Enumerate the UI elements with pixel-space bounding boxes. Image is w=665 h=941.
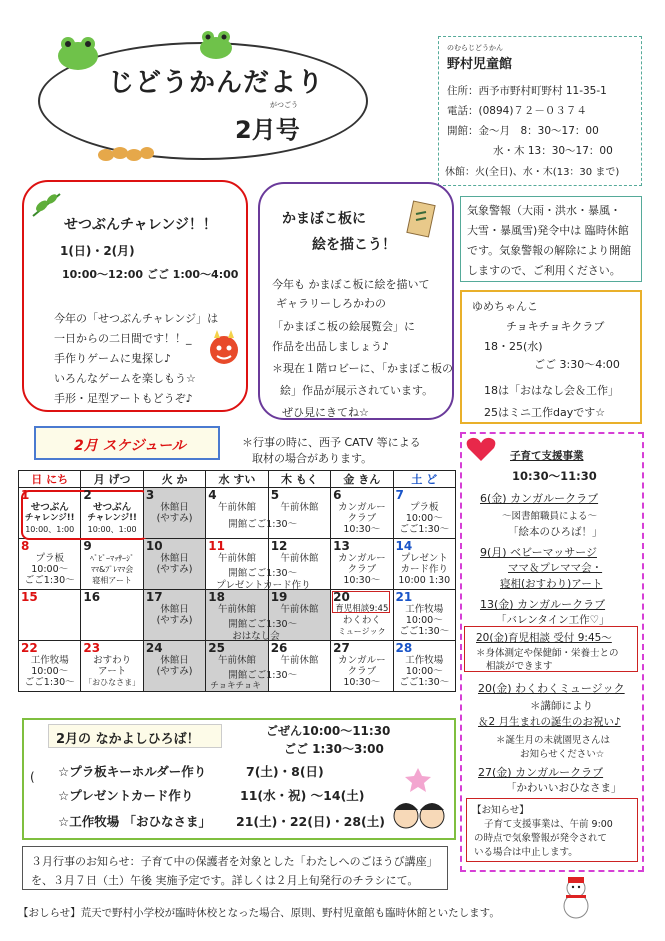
calendar-day: 23 おすわり アート 「おひなさま」 — [81, 641, 143, 692]
challenge-title: せつぶんチャレンジ！！ — [64, 217, 217, 233]
day-header-mon: 月 げつ — [81, 471, 143, 488]
kamaboko-text: ぜひ見にきてね☆ — [282, 406, 369, 419]
calendar-day: 19 午前休館 — [268, 590, 330, 641]
support-text: ～図書館職員による～ — [502, 511, 598, 522]
nakayoshi-title: 2月の なかよしひろば！ — [56, 732, 200, 747]
calendar-day: 1 せつぶん チャレンジ!! 10:00、1:00 — [19, 488, 81, 539]
calendar-day: 13 カンガルー クラブ 10:30～ — [331, 539, 393, 590]
facility-hours: 開館：金～月 8：30～17：00 — [447, 125, 599, 137]
support-text: ＆2 月生まれの誕生のお祝い♪ — [478, 716, 621, 728]
calendar-day: 17 休館日 (やすみ) — [143, 590, 205, 641]
kamaboko-title: かまぼこ板に — [282, 211, 366, 227]
leaf-icon — [30, 190, 64, 220]
facility-hours-2: 水・木 13：30～17：00 — [493, 145, 613, 157]
facility-name: 野村児童館 — [447, 57, 513, 72]
weather-text: 気象警報（大雨・洪水・暴風・ — [467, 204, 621, 217]
challenge-text: 手作りゲームに鬼探し♪ — [54, 352, 172, 365]
calendar-day: 27 カンガルー クラブ 10:30～ — [331, 641, 393, 692]
support-text: 相談ができます — [486, 661, 553, 672]
nakayoshi-item: ☆プレゼントカード作り — [58, 788, 194, 803]
schedule-heading — [34, 426, 220, 460]
support-notice-text: 子育て支援事業は、午前 9:00 — [484, 819, 613, 830]
heart-icon — [464, 434, 498, 464]
march-text: ３月行事のお知らせ：子育て中の保護者を対象とした「わたしへのごほうび講座」 — [31, 855, 438, 868]
support-text: ママ＆プレママ会・ — [508, 562, 603, 574]
support-text: ＊講師により — [530, 700, 593, 712]
support-event: 13(金) カンガルークラブ — [480, 598, 606, 611]
calendar-day: 16 — [81, 590, 143, 641]
challenge-text: 一日からの二日間です！！_ — [54, 332, 192, 345]
calendar-day: 9 ﾍﾞﾋﾞｰﾏｯｻｰｼﾞ ﾏﾏ&ﾌﾟﾚﾏﾏ会 寝相アート — [81, 539, 143, 590]
calendar-day: 11 午前休館 開館ごご1:30～ プレゼントカード作り — [206, 539, 268, 590]
calendar-day: 24 休館日 (やすみ) — [143, 641, 205, 692]
kamaboko-text: 作品を出品しましょう♪ — [272, 340, 390, 353]
challenge-time: 10:00～12:00 ごご 1:00～4:00 — [62, 268, 239, 281]
kamaboko-text: ＊現在１階ロビーに、「かまぼこ板の — [272, 362, 454, 375]
facility-info — [438, 36, 642, 186]
march-notice — [22, 846, 448, 890]
weather-text: です。気象警報の解除により開館 — [467, 244, 632, 257]
challenge-text: 手形・足型アートもどうぞ♪ — [54, 392, 193, 405]
day-header-wed: 水 すい — [206, 471, 268, 488]
support-time: 10:30～11:30 — [512, 469, 597, 483]
page-title: じどうかんだより — [108, 68, 325, 98]
facility-address: 住所：西予市野村町野村 11-35-1 — [447, 85, 607, 97]
day-header-sun: 日 にち — [19, 471, 81, 488]
yume-text: ゆめちゃんこ — [472, 300, 538, 313]
kamaboko-text: ギャラリーしろかわの — [276, 297, 386, 310]
yume-text: チョキチョキクラブ — [506, 320, 605, 333]
support-event: 27(金) カンガルークラブ — [478, 766, 604, 779]
schedule-note: 取材の場合があります。 — [252, 452, 373, 465]
challenge-text: いろんなゲームを楽しもう☆ — [54, 372, 196, 385]
nakayoshi-item: ☆工作牧場 「おひなさま」 — [58, 814, 212, 829]
yume-text: 18・25(水) — [484, 340, 543, 353]
calendar-day: 4 午前休館 開館ごご1:30～ — [206, 488, 268, 539]
support-text: ＊誕生月の未就園児さんは — [496, 735, 611, 746]
support-text: 「バレンタイン工作♡」 — [496, 614, 610, 626]
calendar-day: 2 せつぶん チャレンジ!! 10:00、1:00 — [81, 488, 143, 539]
weather-notice — [460, 196, 642, 282]
hina-dolls-icon — [388, 758, 452, 838]
closure-notice: 【おしらせ】荒天で野村小学校が臨時休校となった場合、原則、野村児童館も臨時休館といたします。 — [18, 907, 500, 919]
nakayoshi-paren: ( — [30, 770, 35, 784]
facility-ruby: のむらじどうかん — [447, 44, 503, 52]
kamaboko-text: 「かまぼこ板の絵展覧会」に — [272, 320, 415, 333]
calendar-day: 5 午前休館 — [268, 488, 330, 539]
yume-chanko-panel — [460, 290, 642, 424]
support-event: 9(月) ベビーマッサージ — [480, 546, 597, 559]
schedule-note: ＊行事の時に、西予 CATV 等による — [242, 436, 421, 449]
calendar-day: 10 休館日 (やすみ) — [143, 539, 205, 590]
frog-icon — [192, 22, 240, 62]
challenge-dates: 1(日)・2(月) — [60, 244, 135, 258]
calendar-day: 14 プレゼント カード作り 10:00 1:30 — [393, 539, 455, 590]
support-text: お知らせください☆ — [520, 749, 605, 760]
calendar-day: 20 育児相談9:45 わくわく ミュージック — [331, 590, 393, 641]
day-header-sat: 土 ど — [393, 471, 455, 488]
kamaboko-text: 今年も かまぼこ板に絵を描いて — [272, 278, 430, 291]
beans-icon — [96, 140, 156, 166]
support-notice-title: 【お知らせ】 — [472, 805, 529, 816]
month-ruby: がつごう — [270, 101, 298, 109]
calendar-day: 3 休館日 (やすみ) — [143, 488, 205, 539]
oni-icon — [206, 328, 242, 368]
nakayoshi-time: ごぜん10:00～11:30 — [266, 724, 391, 738]
facility-tel: 電話：(0894)７２－０３７４ — [447, 105, 587, 117]
nakayoshi-item-date: 11(水・祝) ～14(土) — [240, 788, 365, 803]
calendar-day: 28 工作牧場 10:00～ ごご1:30～ — [393, 641, 455, 692]
nakayoshi-item-date: 21(土)・22(日)・28(土) — [236, 814, 385, 829]
calendar-day: 18 午前休館 開館ごご1:30～ おはなし会 — [206, 590, 268, 641]
calendar-day: 15 — [19, 590, 81, 641]
calendar-day: 26 午前休館 — [268, 641, 330, 692]
support-text: ＊身体測定や保健師・栄養士との — [476, 648, 619, 659]
nakayoshi-time-2: ごご 1:30～3:00 — [284, 742, 384, 756]
day-header-thu: 木 もく — [268, 471, 330, 488]
support-text: 寝相(おすわり)アート — [500, 578, 603, 590]
yume-text: 18は「おはなし会＆工作」 — [484, 384, 619, 397]
calendar-day: 6 カンガルー クラブ 10:30～ — [331, 488, 393, 539]
support-notice-text: いる場合は中止します。 — [474, 847, 578, 858]
march-text: を、３月７日（土）午後 実施予定です。詳しくは２月上旬発行のチラシにて。 — [31, 874, 419, 887]
kamaboko-board-icon — [404, 200, 440, 240]
nakayoshi-item-date: 7(土)・8(日) — [246, 764, 324, 779]
day-header-fri: 金 きん — [331, 471, 393, 488]
calendar-day: 12 午前休館 — [268, 539, 330, 590]
schedule-calendar — [18, 470, 456, 692]
support-text: 「かわいいおひなさま」 — [506, 782, 622, 794]
frog-icon — [48, 28, 110, 74]
snowman-icon — [556, 874, 596, 920]
calendar-day: 7 プラ板 10:00～ ごご1:30～ — [393, 488, 455, 539]
calendar-day: 8 プラ板 10:00～ ごご1:30～ — [19, 539, 81, 590]
support-title: 子育て支援事業 — [510, 450, 584, 462]
kamaboko-title-2: 絵を描こう！ — [312, 237, 396, 253]
schedule-title: 2月 スケジュール — [74, 438, 186, 454]
support-text: 「絵本のひろば！」 — [508, 526, 603, 538]
weather-text: しますので、ご利用ください。 — [467, 264, 621, 277]
kamaboko-text: 絵」作品が展示されています。 — [280, 384, 434, 397]
calendar-day: 22 工作牧場 10:00～ ごご1:30～ — [19, 641, 81, 692]
challenge-text: 今年の「せつぶんチャレンジ」は — [54, 312, 219, 325]
support-event: 20(金)育児相談 受付 9:45～ — [476, 632, 612, 644]
nakayoshi-item: ☆プラ板キーホルダー作り — [58, 764, 207, 779]
yume-text: ごご 3:30～4:00 — [534, 358, 620, 371]
issue-month: 2月号 — [235, 116, 300, 144]
support-event: 6(金) カンガルークラブ — [480, 492, 599, 505]
weather-text: 大雪・暴風雪)発令中は 臨時休館 — [467, 224, 629, 237]
calendar-day: 25 午前休館 開館ごご1:30～ チョキチョキ — [206, 641, 268, 692]
yume-text: 25はミニ工作dayです☆ — [484, 406, 606, 419]
calendar-day: 21 工作牧場 10:00～ ごご1:30～ — [393, 590, 455, 641]
support-notice-text: の時点で気象警報が発令されて — [474, 833, 608, 844]
day-header-tue: 火 か — [143, 471, 205, 488]
support-event: 20(金) わくわくミュージック — [478, 682, 625, 695]
facility-closed: 休館：火(全日)、水・木(13：30 まで) — [445, 167, 620, 178]
